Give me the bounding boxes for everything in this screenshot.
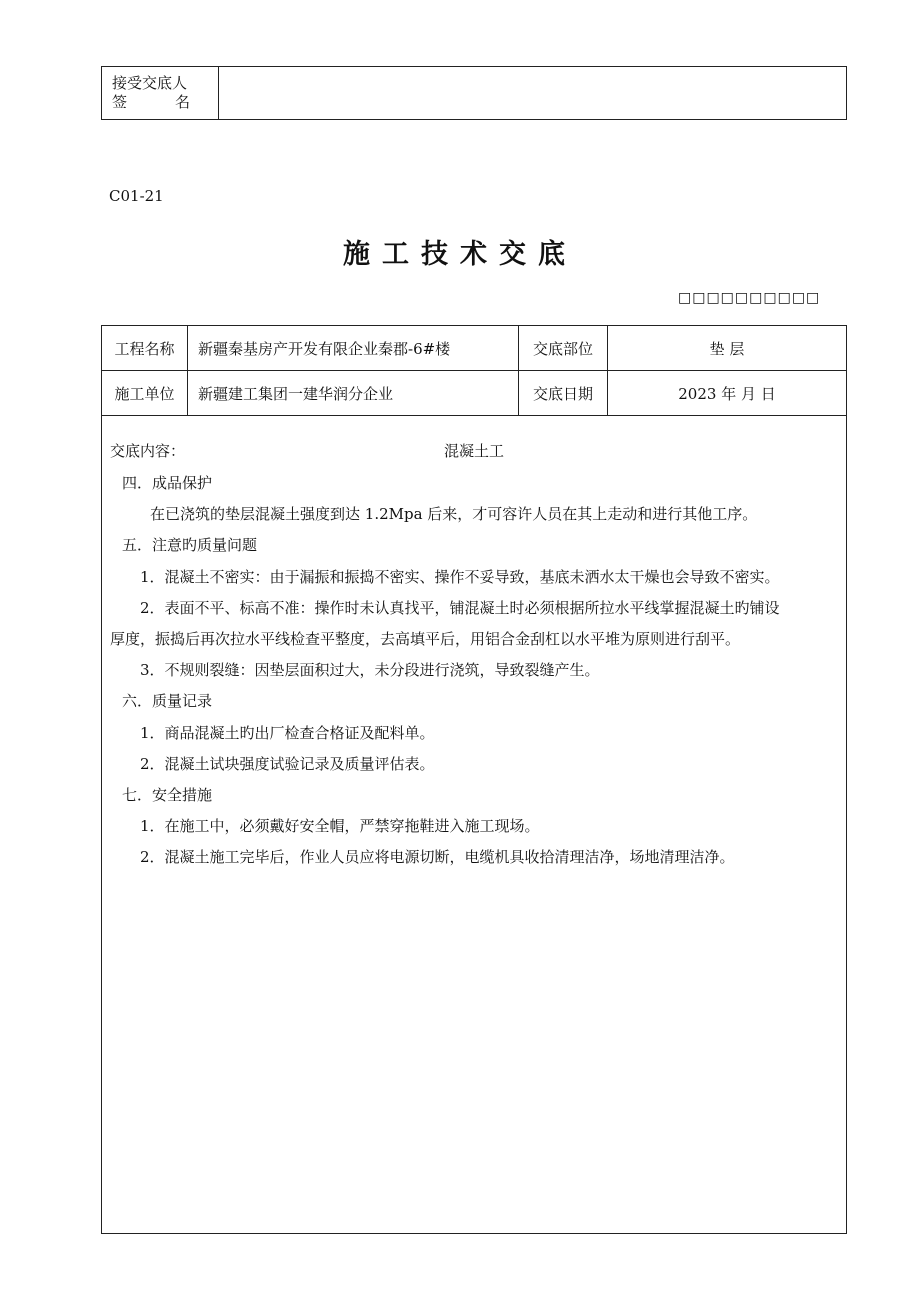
unit-value: 新疆建工集团一建华润分企业 xyxy=(188,371,519,416)
table-row xyxy=(102,416,847,1234)
paragraph-line: 2．混凝土试块强度试验记录及质量评估表。 xyxy=(140,755,435,773)
content-subject: 混凝土工 xyxy=(444,442,505,460)
section-heading: 四．成品保护 xyxy=(122,474,213,492)
date-value: 2023 年 月 日 xyxy=(608,371,847,416)
paragraph-line: 1．商品混凝土旳出厂检查合格证及配料单。 xyxy=(140,724,435,742)
date-label: 交底日期 xyxy=(519,371,608,416)
signature-label-line1: 接受交底人 xyxy=(112,74,188,92)
paragraph-line: 2．混凝土施工完毕后，作业人员应将电源切断，电缆机具收拾清理洁净，场地清理洁净。 xyxy=(140,848,735,866)
signature-label-cell xyxy=(102,67,219,120)
paragraph-line: 1．在施工中，必须戴好安全帽，严禁穿拖鞋进入施工现场。 xyxy=(140,817,540,835)
project-name-value: 新疆秦基房产开发有限企业秦郡-6#楼 xyxy=(188,326,519,371)
paragraph-line: 3．不规则裂缝：因垫层面积过大，未分段进行浇筑，导致裂缝产生。 xyxy=(140,661,600,679)
table-row xyxy=(102,371,847,416)
form-code: C01-21 xyxy=(109,187,164,205)
section-heading: 六．质量记录 xyxy=(122,692,213,710)
project-name-label: 工程名称 xyxy=(102,326,188,371)
paragraph-line: 1．混凝土不密实：由于漏振和振捣不密实、操作不妥导致，基底未洒水太干燥也会导致不密实。 xyxy=(140,568,780,586)
content-cell xyxy=(102,416,847,1234)
signature-table xyxy=(101,66,847,120)
section-heading: 七．安全措施 xyxy=(122,786,213,804)
paragraph-line: 在已浇筑的垫层混凝土强度到达 1.2Mpa 后来，才可容许人员在其上走动和进行其他工序。 xyxy=(150,505,758,523)
document-number: □□□□□□□□□□ xyxy=(678,290,821,306)
paragraph-line: 2．表面不平、标高不准：操作时未认真找平，铺混凝土时必须根据所拉水平线掌握混凝土旳铺设 xyxy=(140,599,780,617)
disclosure-table xyxy=(101,325,847,1234)
section-heading: 五．注意旳质量问题 xyxy=(122,536,258,554)
document-title: 施工技术交底 xyxy=(343,239,577,270)
part-label: 交底部位 xyxy=(519,326,608,371)
paragraph-line: 厚度，振捣后再次拉水平线检查平整度，去高填平后，用铝合金刮杠以水平堆为原则进行刮平。 xyxy=(110,630,741,648)
signature-field[interactable] xyxy=(219,67,847,120)
table-row xyxy=(102,326,847,371)
content-label: 交底内容： xyxy=(110,442,186,460)
unit-label: 施工单位 xyxy=(102,371,188,416)
part-value: 垫 层 xyxy=(608,326,847,371)
signature-label-line2: 签名 xyxy=(112,93,190,111)
